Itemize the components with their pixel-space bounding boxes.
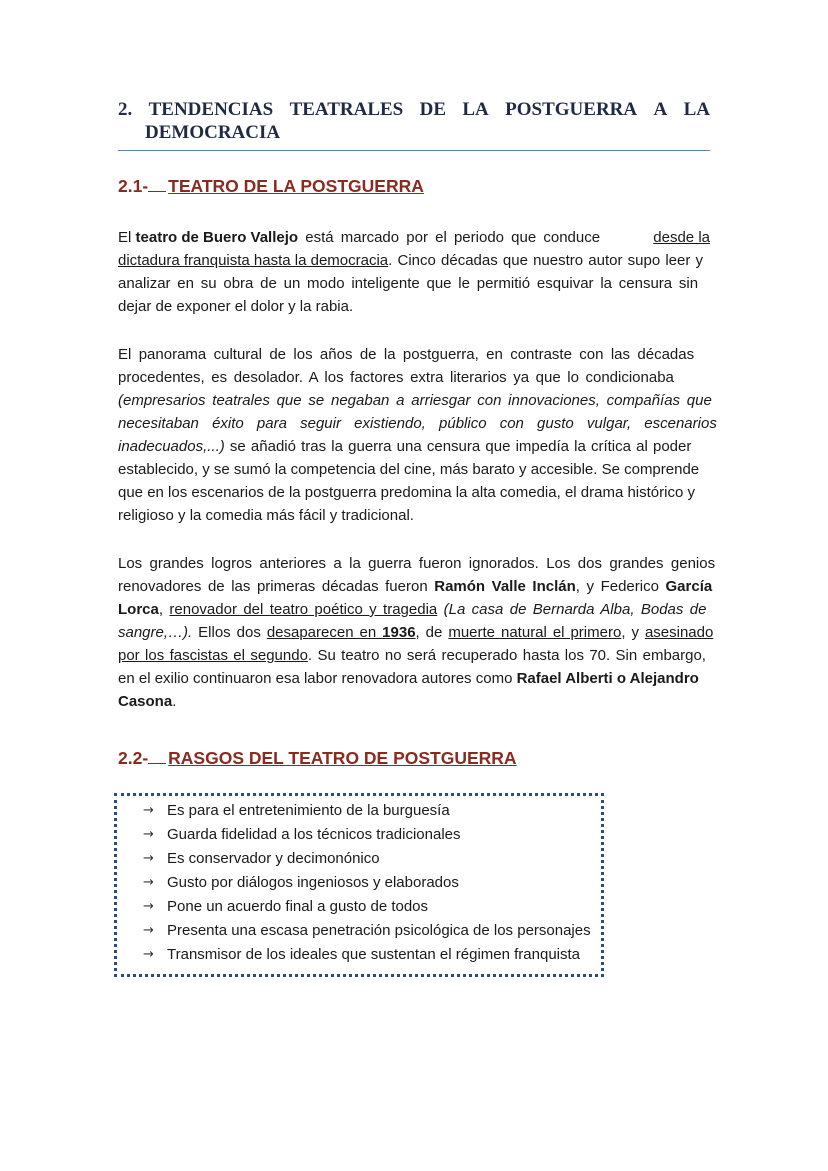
- underlined-bold-text: 1936: [382, 624, 416, 641]
- arrow-right-icon: →: [143, 827, 154, 842]
- section-heading-2-1: [118, 175, 424, 197]
- text-run: . Su teatro no será recuperado hasta los 70. Sin embargo,: [307, 647, 706, 664]
- paragraph-3-line: [118, 669, 710, 689]
- text-run: Ellos dos: [192, 624, 267, 641]
- heading-word: DE: [419, 99, 447, 120]
- underlined-text: muerte natural el primero: [448, 624, 622, 641]
- paragraph-2-line: (empresarios teatrales que se negaban a arriesgar con innovaciones, compañías que: [118, 392, 712, 409]
- bold-text: Rafael Alberti o Alejandro: [516, 670, 699, 687]
- paragraph-2-line: necesitaban éxito para seguir existiendo, público con gusto vulgar, escenarios: [118, 415, 717, 432]
- paragraph-2-line: procedentes, es desolador. A los factores extra literarios ya que lo condicionaba: [118, 369, 674, 386]
- bullet-text: Es conservador y decimonónico: [167, 850, 380, 867]
- underline-gap: [148, 747, 166, 764]
- bullet-text: Es para el entretenimiento de la burguesía: [167, 802, 450, 819]
- main-heading-line-1: [118, 99, 710, 121]
- arrow-right-icon: →: [143, 803, 154, 818]
- paragraph-1-line: dejar de exponer el dolor y la rabia.: [118, 298, 354, 315]
- underline-gap: [148, 175, 166, 192]
- heading-word: TEATRALES: [289, 99, 404, 120]
- paragraph-3-line: [118, 600, 710, 620]
- paragraph-3-line: Los grandes logros anteriores a la guerra fueron ignorados. Los dos grandes genios: [118, 555, 716, 572]
- underlined-text: renovador del teatro poético y tragedia: [169, 601, 438, 618]
- bold-text: teatro de Buero Vallejo: [135, 229, 299, 246]
- arrow-right-icon: →: [143, 851, 154, 866]
- bullet-item: [143, 801, 450, 821]
- text-run: en el exilio continuaron esa labor renovadora autores como: [118, 670, 517, 687]
- heading-word: POSTGUERRA: [505, 99, 638, 120]
- underlined-text: asesinado: [644, 624, 714, 641]
- paragraph-2-line: El panorama cultural de los años de la postguerra, en contraste con las décadas: [118, 346, 695, 363]
- heading-word: LA: [683, 99, 710, 120]
- italic-text: inadecuados,...): [118, 438, 225, 455]
- bullet-text: Presenta una escasa penetración psicológica de los personajes: [167, 922, 591, 939]
- section-heading-2-2: [118, 747, 517, 769]
- paragraph-1-line: [118, 228, 710, 248]
- paragraph-3-line: [118, 692, 710, 712]
- text-run: ,: [158, 601, 170, 618]
- paragraph-1-line: analizar en su obra de un modo inteligente que le permitió esquivar la censura sin: [118, 275, 699, 292]
- heading-word: A: [653, 99, 668, 120]
- heading-rule: [118, 150, 710, 151]
- section-number: 2.2-: [118, 748, 149, 768]
- text-run: , de: [415, 624, 449, 641]
- text-run: [118, 228, 298, 248]
- bold-text: Lorca: [118, 601, 159, 618]
- paragraph-2-line: que en los escenarios de la postguerra predomina la alta comedia, el drama histórico y: [118, 484, 695, 501]
- arrow-right-icon: →: [143, 899, 154, 914]
- bold-text: García: [665, 578, 713, 595]
- arrow-right-icon: →: [143, 947, 154, 962]
- paragraph-3-line: [118, 623, 714, 643]
- underlined-text: desaparecen en: [266, 624, 383, 641]
- main-heading-line-2: DEMOCRACIA: [145, 122, 281, 143]
- heading-number: 2.: [118, 99, 133, 120]
- paragraph-3-line: [118, 577, 713, 597]
- bullet-item: [143, 849, 380, 869]
- section-title: TEATRO DE LA POSTGUERRA: [168, 176, 424, 196]
- heading-word: TENDENCIAS: [148, 99, 274, 120]
- text-run: se añadió tras la guerra una censura que impedía la crítica al poder: [224, 438, 692, 455]
- italic-text: (La casa de Bernarda Alba, Bodas de: [443, 601, 707, 618]
- text-run: El: [118, 229, 136, 246]
- main-heading: [118, 99, 710, 144]
- section-number: 2.1-: [118, 176, 149, 196]
- text-run: .: [172, 693, 177, 710]
- text-run: está marcado por el periodo que conduce: [298, 229, 608, 246]
- section-title: RASGOS DEL TEATRO DE POSTGUERRA: [168, 748, 517, 768]
- bullet-item: [143, 897, 428, 917]
- arrow-right-icon: →: [143, 875, 154, 890]
- underlined-text: desde la: [653, 229, 710, 246]
- paragraph-3-line: [118, 646, 710, 666]
- bullet-item: [143, 945, 580, 965]
- italic-text: sangre,…).: [118, 624, 193, 641]
- text-run: , y Federico: [575, 578, 666, 595]
- bold-text: Ramón Valle Inclán: [434, 578, 576, 595]
- text-run: renovadores de las primeras décadas fueron: [118, 578, 435, 595]
- paragraph-2-line: religioso y la comedia más fácil y tradicional.: [118, 507, 414, 524]
- bullet-text: Guarda fidelidad a los técnicos tradicionales: [167, 826, 461, 843]
- bullet-item: [143, 825, 461, 845]
- arrow-right-icon: →: [143, 923, 154, 938]
- heading-word: LA: [462, 99, 489, 120]
- bullet-text: Transmisor de los ideales que sustentan el régimen franquista: [167, 946, 580, 963]
- underlined-text: dictadura franquista hasta la democracia: [118, 252, 389, 269]
- bullet-text: Pone un acuerdo final a gusto de todos: [167, 898, 429, 915]
- text-run: , y: [621, 624, 645, 641]
- paragraph-1-line: [118, 251, 710, 271]
- bullet-item: [143, 921, 591, 941]
- underlined-text: por los fascistas el segundo: [118, 647, 308, 664]
- text-run: . Cinco décadas que nuestro autor supo leer y: [388, 252, 704, 269]
- paragraph-2-line: [118, 437, 710, 457]
- bullet-text: Gusto por diálogos ingeniosos y elaborados: [167, 874, 459, 891]
- paragraph-2-line: establecido, y se sumó la competencia del cine, más barato y accesible. Se comprende: [118, 461, 700, 478]
- bold-text: Casona: [118, 693, 173, 710]
- bullet-item: [143, 873, 459, 893]
